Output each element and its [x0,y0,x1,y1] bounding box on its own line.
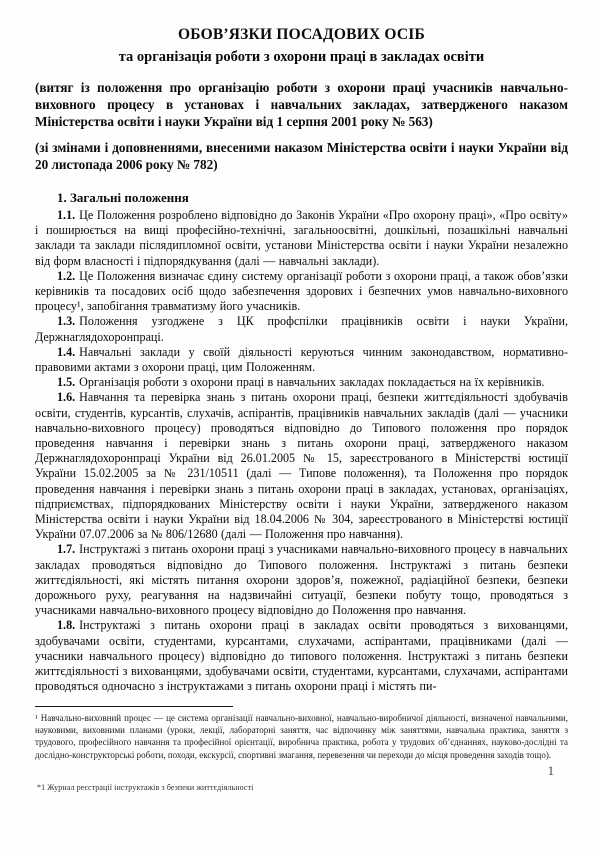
clause-1-3 [35,314,568,344]
clause-1-8-text: Інструктажі з питань охорони праці в закладах освіти проводяться з вихованцями, здобувачами освіти, студентами, курсантами, слухачами, аспірантами, працівниками (далі — учасники навчального процесу) відповідно до типового положення. Інструктажі з питань безпеки життєдіяльності з вихованцями, здобувачами освіти, студентами, курсантами, слухачами, аспірантами проводяться одночасно з інструктажами з питань охорони праці і містять пи- [35,618,568,694]
registry-note: *1 Журнал реєстрації інструктажів з безпеки життєдіяльності [37,783,254,793]
clause-1-4-text: Навчальні заклади у своїй діяльності керуються чинним законодавством, нормативно-правовими актами з охорони праці, цим Положенням. [35,344,568,375]
clause-1-3-number: 1.3. [57,314,76,329]
clause-1-1-text: Це Положення розроблено відповідно до Законів України «Про охорону праці», «Про освіту» і поширюється на вищі професійно-технічні, загальноосвітні, дошкільні, позашкільні навчальні заклади та заклади післядипломної освіти, установи Міністерства освіти і науки України незалежно від форм власності і підпорядкування (далі — навчальні заклади). [35,208,568,268]
clause-1-6-number: 1.6. [57,390,76,405]
clause-1-5-number: 1.5. [57,375,76,390]
section-heading: 1. Загальні положення [57,190,189,205]
clause-1-5-text: Організація роботи з охорони праці в навчальних закладах покладається на їх керівників. [79,375,545,390]
clause-1-4 [35,345,568,375]
page-content [35,26,568,792]
clause-1-2-number: 1.2. [57,268,76,283]
clause-1-6 [35,390,568,542]
footnote-separator-rule [35,706,233,707]
footnote-text: ¹ Навчально-виховний процес — це система організації навчально-виховної, навчально-виробничої діяльності, визначеної навчальними, науковими, виховними планами (уроки, лекції, лабораторні заняття, час відпочинку між заняттями, навчальна практика, заняття з трудового, професійного навчання та професійної орієнтації, виробнича практика, робота у трудових об’єднаннях, науково-дослідні та дослідно-конструкторські роботи, походи, екскурсії, спортивні змагання, перевезення чи переходи до місця проведення заходів тощо). [35,712,568,760]
clause-1-3-text: Положення узгоджене з ЦК профспілки працівників освіти і науки України, Держнаглядохоронпраці. [35,314,568,344]
clause-1-4-number: 1.4. [57,344,76,359]
document-subtitle: та організація роботи з охорони праці в закладах освіти [118,49,485,65]
clause-1-7-number: 1.7. [57,542,76,557]
clause-1-6-text: Навчання та перевірка знань з питань охорони праці, безпеки життєдіяльності здобувачів освіти, студентів, курсантів, слухачів, аспірантів, працівників навчальних закладів (далі — учасники навчально-виховного процесу) проводяться відповідно до Типового положення про порядок проведення навчання і перевірки знань з питань охорони праці, затвердженого наказом Держнаглядохоронпраці України від 26.01.2005 № 15, зареєстрованого в Міністерстві юстиції України 15.02.2005 за № 231/10511 (далі — Типове положення), та Положення про порядок проведення навчання і перевірки знань з питань охорони праці в закладах, установах, організаціях, підприємствах, підпорядкованих Міністерству освіти і науки України, затвердженого наказом Міністерства освіти і науки України від 18.04.2006 № 304, зареєстрованого в Міністерстві юстиції України 07.07.2006 за № 806/12680 (далі — Положення про навчання). [35,390,568,542]
clause-1-1-number: 1.1. [57,208,76,222]
clause-1-2-text: Це Положення визначає єдину систему організації роботи з охорони праці, а також обов’язки керівників та посадових осіб щодо забезпечення здорових і безпечних умов навчально-виховного процесу¹, запобігання травматизму його учасників. [35,268,568,314]
amendment-paragraph: (зі змінами і доповненнями, внесеними наказом Міністерства освіти і науки України від 20 листопада 2006 року № 782) [35,140,568,172]
clause-1-8 [35,618,568,694]
page-number: 1 [547,764,554,779]
clause-1-8-number: 1.8. [57,618,76,633]
document-title: ОБОВ’ЯЗКИ ПОСАДОВИХ ОСІБ [178,26,425,43]
clause-1-1 [35,208,568,269]
clauses-block [35,208,568,695]
clause-1-5 [35,375,568,390]
clause-1-7 [35,542,568,618]
clause-1-2 [35,269,568,315]
intro-excerpt-paragraph: (витяг із положення про організацію роботи з охорони праці учасників навчально-виховного процесу в установах і навчальних закладах, затвердженого наказом Міністерства освіти і науки України від 1 серпня 2001 року № 563) [35,80,568,129]
clause-1-7-text: Інструктажі з питань охорони праці з учасниками навчально-виховного процесу в навчальних закладах проводяться відповідно до Типового положення. Інструктажі з питань безпеки життєдіяльності, які містять питання охорони здоров’я, пожежної, радіаційної безпеки, безпеки дорожнього руху, реагування на надзвичайні ситуації, безпеки побуту тощо, проводяться з учасниками навчально-виховного процесу відповідно до Положення про навчання. [35,542,568,618]
